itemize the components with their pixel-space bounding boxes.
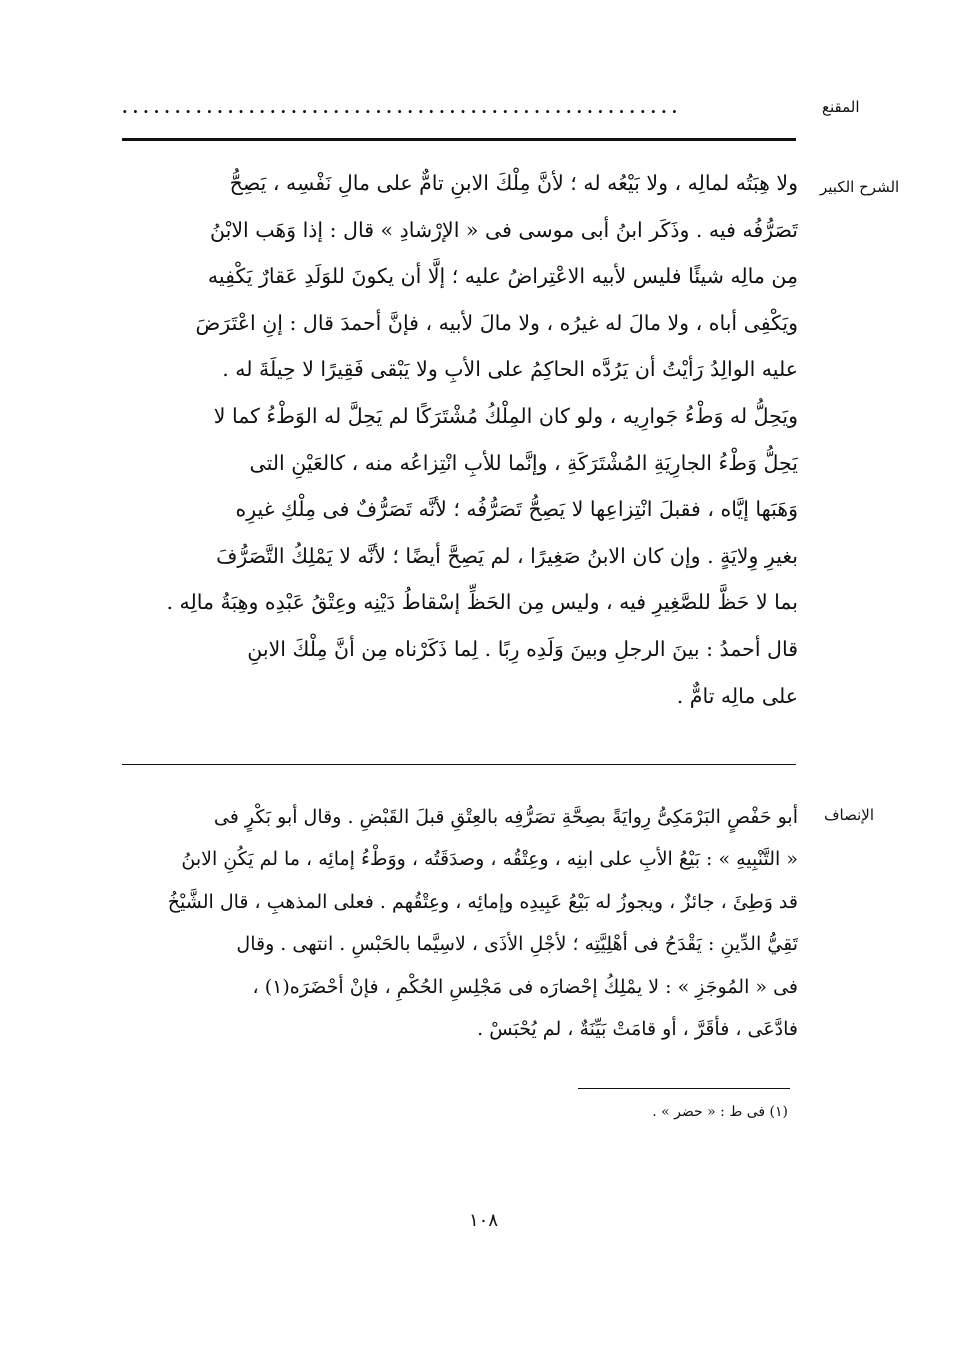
sharh-line: وَهَبَها إيَّاه ، فقبلَ انْتِزاعِها لا يَصِحُّ تَصَرُّفُه ؛ لأنَّه تَصَرُّفٌ فى مِلْكِ غيرِه xyxy=(235,497,798,522)
sharh-line: قال أحمدُ : بينَ الرجلِ وبينَ وَلَدِه رِبًا . لِما ذَكَرْناه مِن أنَّ مِلْكَ الابنِ xyxy=(247,636,798,661)
insaf-line: قد وَطِئَ ، جائزٌ ، ويجوزُ له بَيْعُ عَبِيدِه وإمائِه ، وعِتْقُهم . فعلى المذهبِ ، قال الشَّيْخُ xyxy=(167,890,798,913)
insaf-text-block xyxy=(122,796,798,1050)
sharh-line: مِن مالِه شيئًا فليس لأبيه الاعْتِراضُ عليه ؛ إلَّا أن يكونَ للوَلَدِ عَقارٌ يَكْفِيه xyxy=(207,264,798,289)
insaf-line: فى « المُوجَزِ » : لا يمْلِكُ إحْضارَه فى مَجْلِسِ الحُكْمِ ، فإنْ أحْضَرَه(١) ، xyxy=(252,975,798,998)
sharh-line: تَصَرُّفُه فيه . وذَكَر ابنُ أبى موسى فى « الإرْشادِ » قال : إذا وَهَب الابْنُ xyxy=(210,217,798,242)
section-divider xyxy=(122,764,796,765)
sharh-line: على مالِه تامٌّ . xyxy=(676,683,798,708)
sharh-line: بما لا حَظَّ للصَّغِيرِ فيه ، وليس مِن الحَظِّ إسْقاطُ دَيْنِه وعِتْقُ عَبْدِه وهِبَةُ مالِه . xyxy=(166,590,798,615)
insaf-line: فادَّعَى ، فأقَرَّ ، أو قامَتْ بَيِّنَةٌ ، لم يُحْبَسْ . xyxy=(477,1017,798,1040)
sharh-line: يَحِلُّ وَطْءُ الجارِيَةِ المُشْتَرَكَةِ ، وإنَّما للأبِ انْتِزاعُه منه ، كالعَيْنِ التى xyxy=(249,450,798,475)
sharh-line: ولا هِبَتُه لمالِه ، ولا بَيْعُه له ؛ لأنَّ مِلْكَ الابنِ تامٌّ على مالِ نَفْسِه ، يَصِحُّ xyxy=(229,171,798,195)
sharh-text-block xyxy=(122,160,798,719)
footnote: (١) فى ط : « حضر » . xyxy=(652,1104,788,1120)
running-header-title: المقنع xyxy=(822,98,860,116)
header-rule xyxy=(122,138,796,141)
insaf-line: تَقِيُّ الدِّينِ : يَقْدَحُ فى أهْلِيَّتِه ؛ لأجْلِ الأذَى ، لاسِيَّما بالحَبْسِ . انتهى . وقال xyxy=(236,933,798,956)
header-dot-leader: ..................................................... xyxy=(122,98,683,117)
sharh-section-label: الشرح الكبير xyxy=(820,178,900,196)
sharh-line: ويَحِلُّ له وَطْءُ جَوارِيه ، ولو كان المِلْكُ مُشْتَرَكًا لم يَحِلَّ له الوَطْءُ كما لا xyxy=(213,403,798,428)
insaf-line: أبو حَفْصٍ البَرْمَكِىُّ رِوايَةً بصِحَّةِ تصَرُّفِه بالعِتْقِ قبلَ القَبْضِ . وقال أبو بَكْرٍ فى xyxy=(213,806,798,828)
page-number: ١٠٨ xyxy=(468,1210,498,1231)
sharh-line: ويَكْفِى أباه ، ولا مالَ له غيرُه ، ولا مالَ لأبيه ، فإنَّ أحمدَ قال : إنِ اعْتَرَضَ xyxy=(195,310,798,335)
insaf-line: « التَّنْبِيهِ » : بَيْعُ الأبِ على ابنِه ، وعِتْقُه ، وصدَقَتُه ، ووَطْءُ إمائِه ، ما لم يَكُنِ الابنُ xyxy=(181,848,798,871)
sharh-line: بغيرِ وِلايَةٍ . وإن كان الابنُ صَغِيرًا ، لم يَصِحَّ أيضًا ؛ لأنَّه لا يَمْلِكُ التَّصَرُّفَ xyxy=(216,543,798,568)
insaf-section-label: الإنصاف xyxy=(824,806,875,824)
footnote-rule xyxy=(578,1088,790,1089)
sharh-line: عليه الوالِدُ رَأيْتُ أن يَرُدَّه الحاكِمُ على الأبِ ولا يَبْقى فَقِيرًا لا حِيلَةَ له . xyxy=(222,357,798,382)
